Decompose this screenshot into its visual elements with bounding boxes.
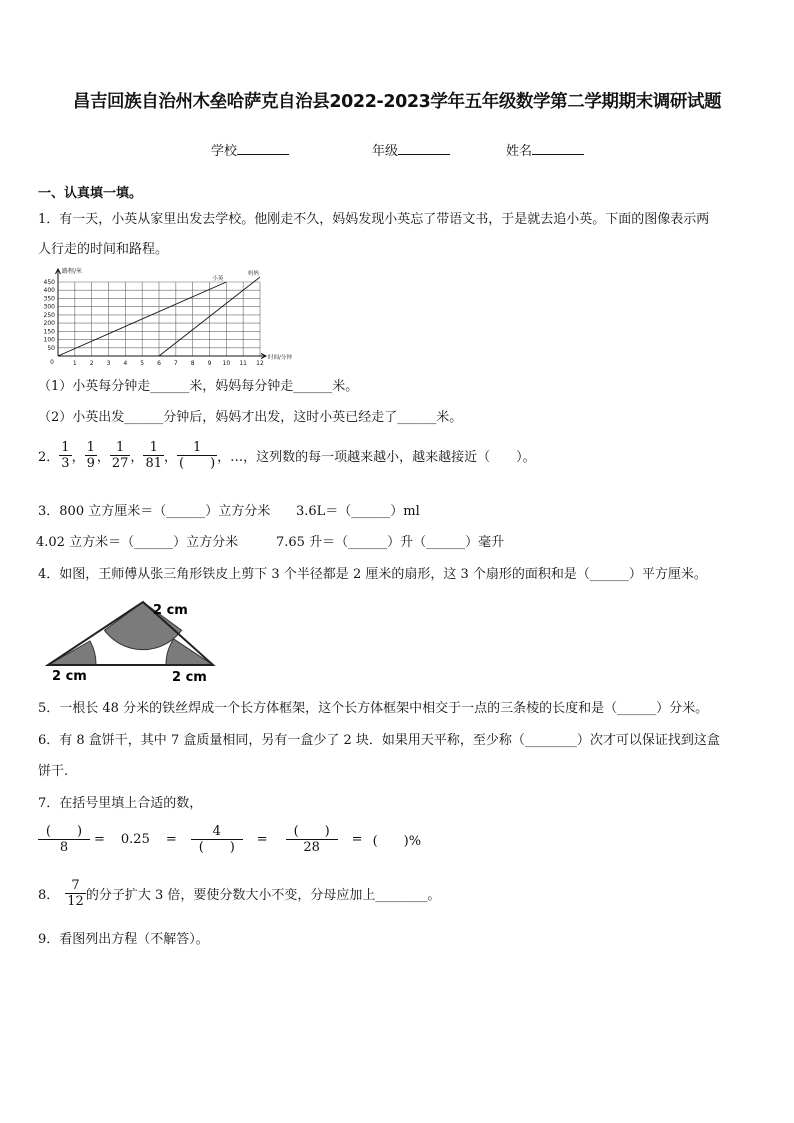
q7-fraction-2[interactable]: $\frac{4}{( )}$	[191, 824, 243, 855]
x-tick-label: 7	[173, 360, 178, 367]
label-right: 2 cm	[172, 670, 207, 685]
x-tick-label: 4	[123, 360, 128, 367]
q2-sep: ，	[71, 450, 85, 465]
x-tick-label: 1	[72, 360, 77, 367]
x-tick-label: 8	[190, 360, 195, 367]
y-tick-label: 350	[43, 295, 55, 303]
page-title: 昌吉回族自治州木垒哈萨克自治县2022-2023学年五年级数学第二学期期末调研试题	[72, 92, 722, 112]
q7-fraction-3[interactable]: $\frac{( )}{28}$	[286, 824, 338, 855]
y-tick-label: 100	[43, 336, 55, 344]
q2-fraction-1: $\frac{1}{3}$	[61, 440, 70, 471]
q7-eq-2: =	[165, 832, 177, 847]
q7-equation	[38, 824, 421, 855]
y-axis-label: 路程/米	[62, 268, 83, 275]
q1-line1: 1．有一天，小英从家里出发去学校。他刚走不久，妈妈发现小英忘了带语文书，于是就去追小英。下面的图像表示两	[38, 212, 710, 227]
q6-line1: 6．有 8 盒饼干，其中 7 盒质量相同，另有一盒少了 2 块．如果用天平称，至少称（________）次才可以保证找到这盒	[38, 733, 720, 748]
series-label: 妈妈	[248, 271, 260, 278]
y-tick-label: 250	[43, 311, 55, 319]
name-blank[interactable]	[532, 142, 584, 155]
q2-prefix: 2．	[38, 450, 60, 465]
series-label: 小英	[212, 276, 224, 282]
y-tick-label: 400	[43, 287, 55, 295]
q3-line2b: 7.65 升＝（______）升（______）毫升	[276, 535, 505, 550]
q7-text: 7．在括号里填上合适的数，	[38, 796, 203, 811]
q7-eq-4: =	[351, 832, 363, 847]
q7-decimal: 0.25	[120, 832, 150, 847]
x-tick-label: 10	[222, 360, 231, 367]
x-tick-label: 12	[256, 360, 264, 367]
q7-eq-1: =	[94, 832, 105, 847]
name-label: 姓名	[506, 144, 533, 159]
q2-suffix: ，…，这列数的每一项越来越小，越来越接近（ ）。	[217, 450, 536, 465]
y-tick-label: 300	[43, 303, 55, 311]
name-field	[506, 140, 584, 159]
y-tick-label: 50	[47, 344, 55, 352]
q8-fraction: $\frac{7}{12}$	[67, 878, 84, 909]
school-field	[211, 140, 289, 159]
section-header: 一、认真填一填。	[38, 186, 143, 201]
y-tick-label: 200	[43, 320, 55, 328]
x-tick-label: 9	[207, 360, 212, 367]
label-top: 2 cm	[153, 603, 188, 618]
q3-line2a: 4.02 立方米＝（______）立方分米	[36, 535, 239, 550]
q1-sub2: （2）小英出发______分钟后，妈妈才出发，这时小英已经走了______米。	[38, 410, 463, 425]
label-left: 2 cm	[52, 669, 87, 684]
grade-blank[interactable]	[398, 142, 450, 155]
q3-line1a: 3．800 立方厘米＝（______）立方分米	[38, 504, 271, 519]
q5-text: 5．一根长 48 分米的铁丝焊成一个长方体框架，这个长方体框架中相交于一点的三条棱的长度和是（______）分米。	[38, 701, 709, 716]
grade-field	[372, 140, 450, 159]
q9-text: 9．看图列出方程（不解答）。	[38, 932, 209, 947]
chart-axes	[56, 269, 267, 359]
x-tick-label: 5	[140, 360, 145, 367]
x-tick-label: 2	[89, 360, 94, 367]
q8-line	[38, 878, 440, 909]
q7-fraction-1[interactable]: $\frac{( )}{8}$	[38, 824, 90, 855]
q3-line1b: 3.6L＝（______）ml	[296, 504, 420, 519]
q2-fraction-4: $\frac{1}{81}$	[145, 440, 162, 471]
q8-text: 的分子扩大 3 倍，要使分数大小不变，分母应加上________。	[85, 888, 441, 903]
q2-fraction-5[interactable]: $\frac{1}{( )}$	[179, 440, 216, 471]
school-blank[interactable]	[237, 142, 289, 155]
origin-label: 0	[50, 359, 54, 366]
q6-line2: 饼干.	[38, 764, 69, 779]
q7-eq-3: =	[256, 832, 268, 847]
q2-sep: ，	[96, 450, 110, 465]
triangle-sector-figure	[40, 596, 220, 686]
x-tick-label: 3	[106, 360, 111, 367]
distance-time-chart	[28, 264, 298, 370]
y-tick-label: 150	[43, 328, 55, 336]
x-tick-label: 11	[239, 360, 247, 367]
q2-sep: ，	[163, 450, 177, 465]
q4-text: 4．如图，王师傅从张三角形铁皮上剪下 3 个半径都是 2 厘米的扇形，这 3 个扇形的面积和是（______）平方厘米。	[38, 567, 707, 582]
y-tick-label: 450	[43, 279, 55, 286]
school-label: 学校	[211, 144, 238, 159]
q2-sep: ，	[130, 450, 144, 465]
x-axis-label: 时间/分钟	[268, 355, 292, 361]
x-tick-label: 6	[157, 360, 161, 367]
grade-label: 年级	[372, 144, 399, 159]
q1-line2: 人行走的时间和路程。	[38, 242, 169, 257]
q2-fraction-2: $\frac{1}{9}$	[86, 440, 95, 471]
q2-fraction-3: $\frac{1}{27}$	[111, 440, 129, 471]
chart-grid	[58, 282, 260, 356]
q2-line	[38, 440, 536, 471]
q7-percent[interactable]: ( )%	[372, 834, 422, 849]
q1-sub1: （1）小英每分钟走______米，妈妈每分钟走______米。	[38, 379, 359, 394]
q8-prefix: 8．	[38, 888, 60, 903]
